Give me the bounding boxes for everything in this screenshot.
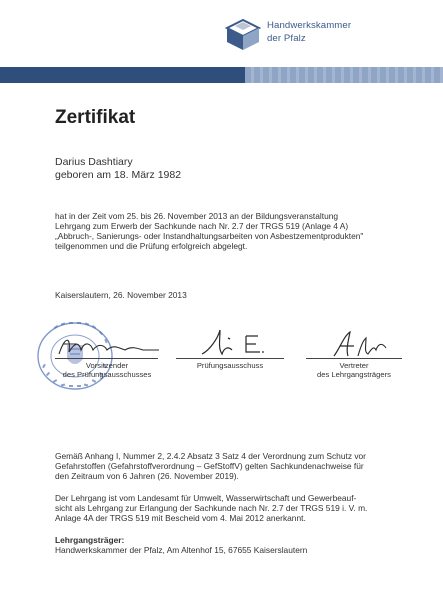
signature-label-right-2: des Lehrgangsträgers [317,370,391,379]
body-line: hat in der Zeit vom 25. bis 26. November 2013 an der Bildungsveranstaltung [55,211,339,221]
note-line: Gemäß Anhang I, Nummer 2, 2.4.2 Absatz 3 Satz 4 der Verordnung zum Schutz vor [55,451,366,461]
holder-birth: geboren am 18. März 1982 [55,169,182,181]
note-line: Der Lehrgang ist vom Landesamt für Umwelt, Wasserwirtschaft und Gewerbeauf- [55,493,357,503]
hwk-cube-logo-icon [225,18,261,52]
note-line: den Zeitraum von 6 Jahren (26. November 2019). [55,471,239,481]
holder-name: Darius Dashtiary [55,156,133,168]
body-line: Lehrgang zum Erwerb der Sachkunde nach Nr. 2.7 der TRGS 519 (Anlage 4 A) [55,221,349,231]
signature-provider-icon [330,330,390,360]
body-line: teilgenommen und die Prüfung erfolgreich abgelegt. [55,241,248,251]
header-band [0,67,443,83]
signature-label-middle: Prüfungsausschuss [196,361,264,370]
signature-chair-icon [55,332,165,360]
header-band-dark [0,67,245,83]
signature-label-left [45,361,169,379]
signature-line-middle [176,358,284,359]
note-line: sicht als Lehrgang zur Erlangung der Sachkunde nach Nr. 2.7 der TRGS 519 i. V. m. [55,503,368,513]
signature-line-right [306,358,402,359]
org-name [267,20,351,45]
certificate-title: Zertifikat [55,107,136,128]
body-line: „Abbruch-, Sanierungs- oder Instandhaltungsarbeiten von Asbestzementprodukten" [55,231,364,241]
signature-committee-icon [198,326,270,358]
signature-label-right-1: Vertreter [339,361,369,370]
signature-label-right [300,361,408,379]
note-line: Anlage 4A der TRGS 519 mit Bescheid vom 4. Mai 2012 anerkannt. [55,513,306,523]
org-name-line2: der Pfalz [267,32,306,44]
signature-label-left-2: des Prüfungsausschusses [62,370,152,379]
provider-text: Handwerkskammer der Pfalz, Am Altenhof 15, 67655 Kaiserslautern [55,545,308,555]
provider-heading: Lehrgangsträger: [55,535,125,545]
org-name-line1: Handwerkskammer [267,20,352,31]
signature-label-left-1: Vorsitzender [85,361,129,370]
note-line: Gefahrstoffen (Gefahrstoffverordnung – GefStoffV) gelten Sachkundenachweise für [55,461,364,471]
header-band-light [245,67,443,83]
place-date: Kaiserslautern, 26. November 2013 [55,290,187,300]
signature-line-left [55,358,158,359]
